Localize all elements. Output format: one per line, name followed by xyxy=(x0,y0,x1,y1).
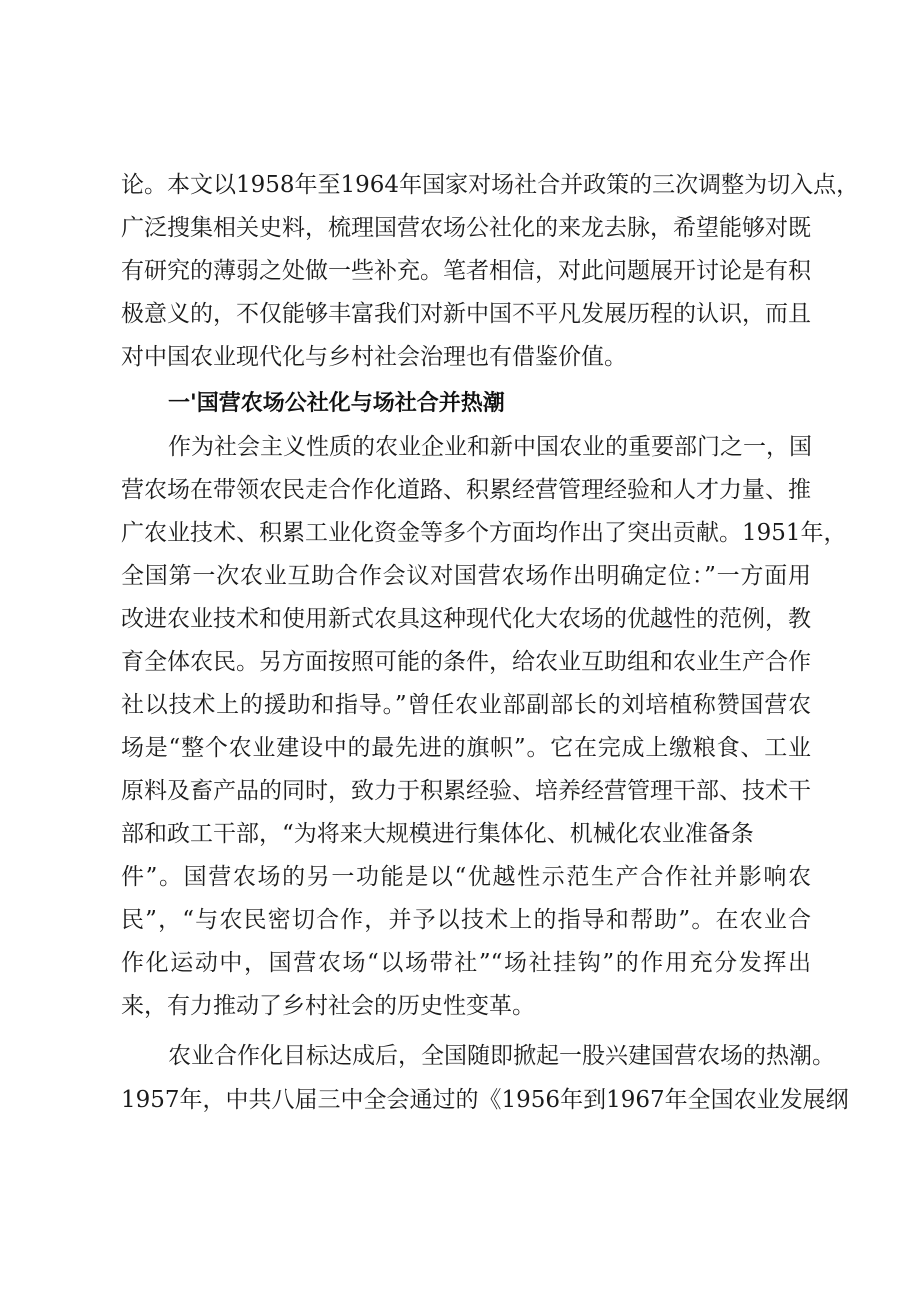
section-heading: 一'国营农场公社化与场社合并热潮 xyxy=(168,391,505,416)
body-text-line: 育全体农民。另方面按照可能的条件，给农业互助组和农业生产合作 xyxy=(121,649,811,675)
body-text-line: 极意义的，不仅能够丰富我们对新中国不平凡发展历程的认识，而且 xyxy=(121,301,811,327)
body-text-line: 农业合作化目标达成后，全国随即掀起一股兴建国营农场的热潮。 xyxy=(168,1043,835,1069)
body-text-line: 论。本文以1958年至1964年国家对场社合并政策的三次调整为切入点， xyxy=(121,172,860,198)
body-text-line: 社以技术上的援助和指导。”曾任农业部副部长的刘培植称赞国营农 xyxy=(121,692,811,718)
body-text-line: 作为社会主义性质的农业企业和新中国农业的重要部门之一，国 xyxy=(168,434,812,460)
body-text-line: 全国第一次农业互助合作会议对国营农场作出明确定位：”一方面用 xyxy=(121,563,811,589)
body-text-line: 民”，“与农民密切合作，并予以技术上的指导和帮助”。在农业合 xyxy=(121,907,811,933)
body-text-line: 作化运动中，国营农场“以场带社”“场社挂钩”的作用充分发挥出 xyxy=(121,950,811,976)
body-text-line: 营农场在带领农民走合作化道路、积累经营管理经验和人才力量、推 xyxy=(121,477,811,503)
body-text-line: 有研究的薄弱之处做一些补充。笔者相信，对此问题展开讨论是有积 xyxy=(121,258,811,284)
body-text-line: 广农业技术、积累工业化资金等多个方面均作出了突出贡献。1951年， xyxy=(121,520,847,546)
body-text-line: 对中国农业现代化与乡村社会治理也有借鉴价值。 xyxy=(121,344,627,370)
body-text-line: 部和政工干部，“为将来大规模进行集体化、机械化农业准备条 xyxy=(121,821,754,847)
body-text-line: 改进农业技术和使用新式农具这种现代化大农场的优越性的范例，教 xyxy=(121,606,811,632)
body-text-line: 广泛搜集相关史料，梳理国营农场公社化的来龙去脉，希望能够对既 xyxy=(121,215,811,241)
body-text-line: 原料及畜产品的同时，致力于积累经验、培养经营管理干部、技术干 xyxy=(121,778,811,804)
body-text-line: 件”。国营农场的另一功能是以“优越性示范生产合作社并影响农 xyxy=(121,864,811,890)
body-text-line: 1957年，中共八届三中全会通过的《1956年到1967年全国农业发展纲 xyxy=(121,1087,849,1113)
body-text-line: 场是“整个农业建设中的最先进的旗帜”。它在完成上缴粮食、工业 xyxy=(121,735,811,761)
body-text-line: 来，有力推动了乡村社会的历史性变革。 xyxy=(121,993,535,1019)
